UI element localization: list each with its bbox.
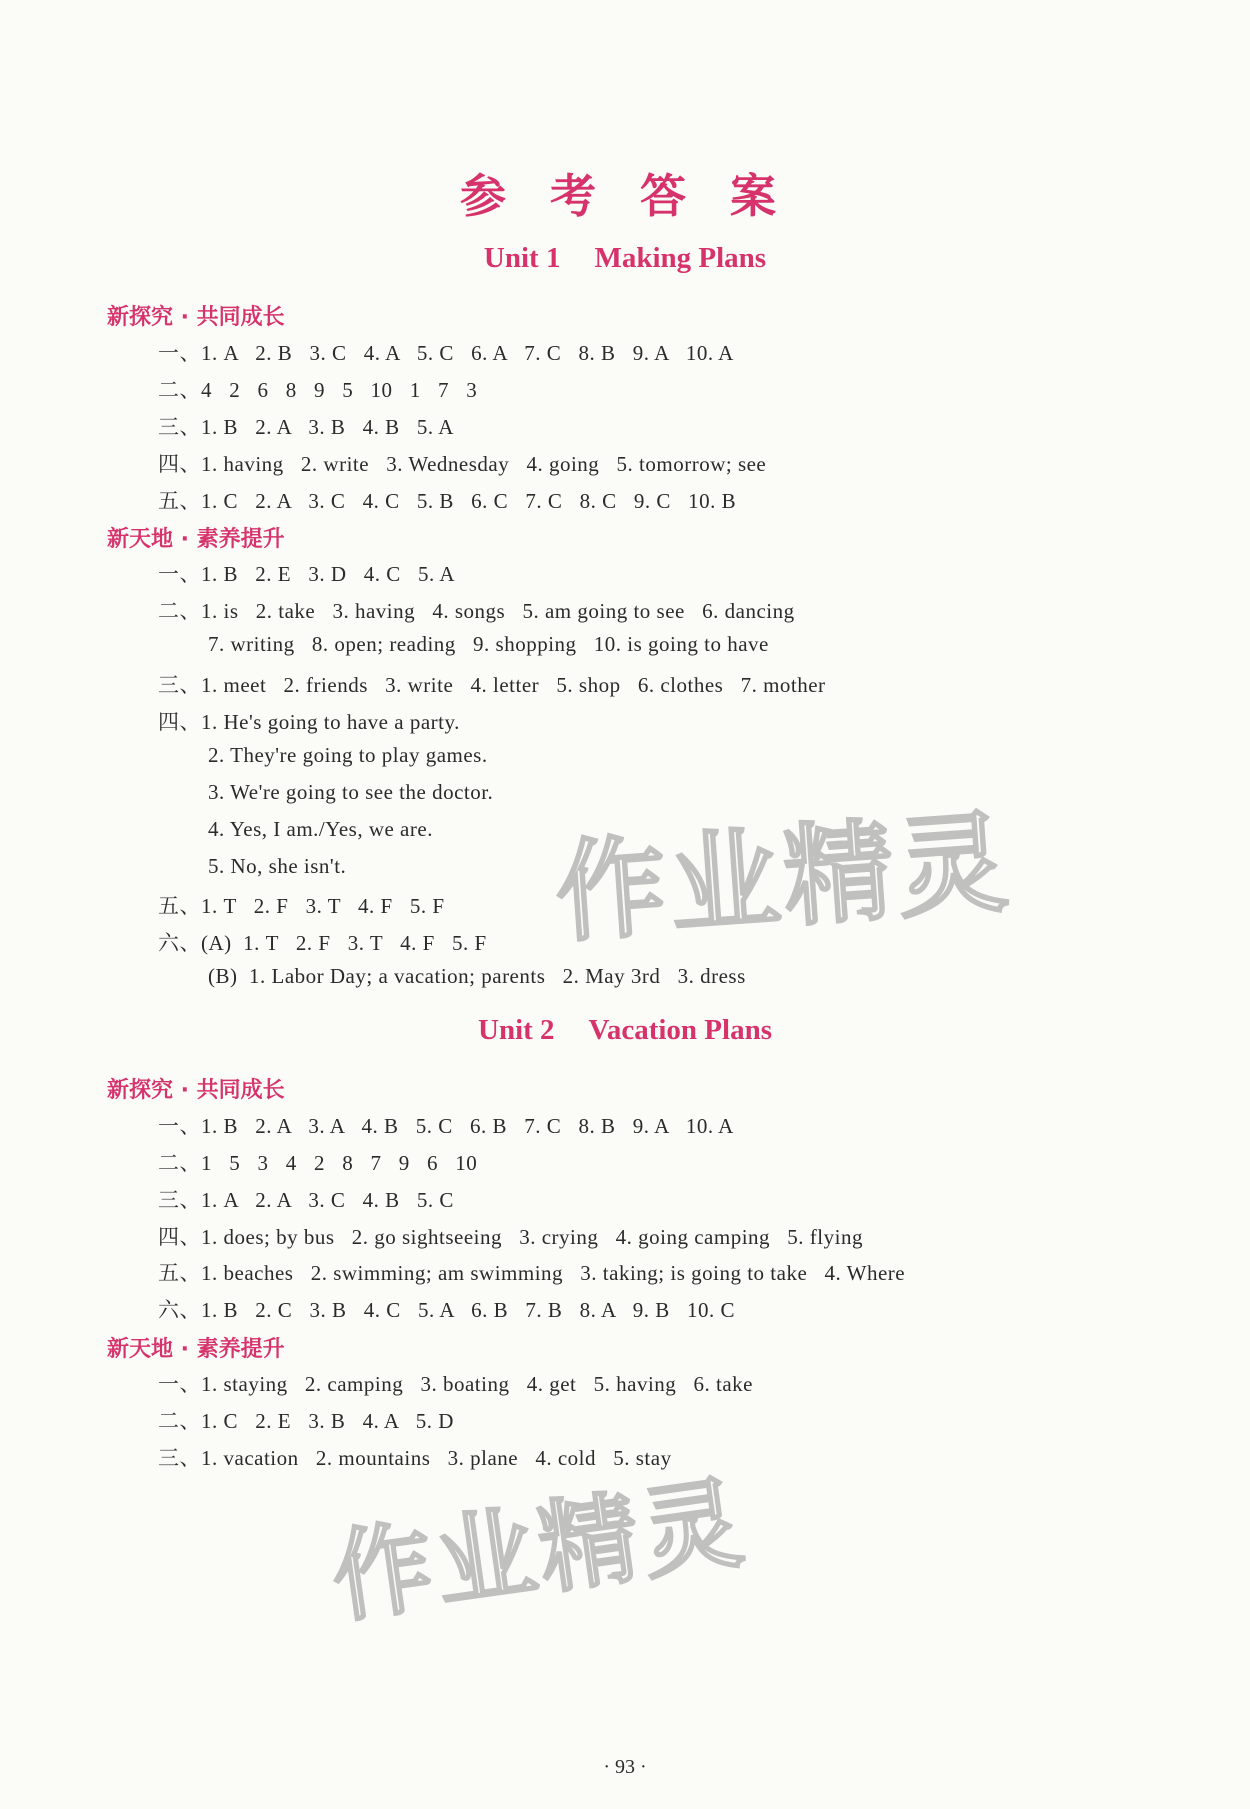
answer-line: 五、1. T 2. F 3. T 4. F 5. F <box>158 894 445 918</box>
answer-line: 六、1. B 2. C 3. B 4. C 5. A 6. B 7. B 8. A 9. B 10. C <box>158 1298 736 1322</box>
answer-line: 四、1. does; by bus 2. go sightseeing 3. crying 4. going camping 5. flying <box>158 1225 863 1249</box>
answer-line: 7. writing 8. open; reading 9. shopping 10. is going to have <box>208 632 769 656</box>
page-title: 参 考 答 案 <box>459 169 791 223</box>
section-heading: 新探究 · 共同成长 <box>107 1078 285 1103</box>
answer-line: 二、1. is 2. take 3. having 4. songs 5. am going to see 6. dancing <box>158 599 795 623</box>
answer-line: 5. No, she isn't. <box>208 854 347 878</box>
answer-line: 3. We're going to see the doctor. <box>208 780 494 804</box>
unit-name: Vacation Plans <box>588 1014 772 1046</box>
section-heading: 新天地 · 素养提升 <box>107 527 285 552</box>
answer-line: (B) 1. Labor Day; a vacation; parents 2. May 3rd 3. dress <box>208 964 746 988</box>
unit-2-heading <box>0 1014 1250 1047</box>
answer-line: 六、(A) 1. T 2. F 3. T 4. F 5. F <box>158 931 487 955</box>
answer-line: 2. They're going to play games. <box>208 743 488 767</box>
answer-line: 一、1. B 2. A 3. A 4. B 5. C 6. B 7. C 8. B 9. A 10. A <box>158 1114 734 1138</box>
section-heading: 新探究 · 共同成长 <box>107 305 285 330</box>
answer-line: 二、4 2 6 8 9 5 10 1 7 3 <box>158 378 478 402</box>
unit-number: Unit 2 <box>478 1014 555 1046</box>
answer-line: 四、1. having 2. write 3. Wednesday 4. going 5. tomorrow; see <box>158 452 767 476</box>
section-heading: 新天地 · 素养提升 <box>107 1337 285 1362</box>
page-number: · 93 · <box>603 1756 647 1778</box>
unit-1-heading <box>0 242 1250 275</box>
answer-line: 二、1 5 3 4 2 8 7 9 6 10 <box>158 1151 478 1175</box>
answer-line: 三、1. A 2. A 3. C 4. B 5. C <box>158 1188 454 1212</box>
answer-line: 一、1. B 2. E 3. D 4. C 5. A <box>158 562 456 586</box>
unit-name: Making Plans <box>594 242 767 274</box>
answer-line: 五、1. beaches 2. swimming; am swimming 3. taking; is going to take 4. Where <box>158 1261 906 1285</box>
answer-line: 三、1. meet 2. friends 3. write 4. letter 5. shop 6. clothes 7. mother <box>158 673 826 697</box>
answer-line: 三、1. B 2. A 3. B 4. B 5. A <box>158 415 454 439</box>
answer-line: 四、1. He's going to have a party. <box>158 710 460 734</box>
answer-line: 三、1. vacation 2. mountains 3. plane 4. cold 5. stay <box>158 1446 672 1470</box>
answer-line: 五、1. C 2. A 3. C 4. C 5. B 6. C 7. C 8. C 9. C 10. B <box>158 489 737 513</box>
watermark: 作业精灵 <box>325 1463 754 1638</box>
answer-line: 一、1. staying 2. camping 3. boating 4. get 5. having 6. take <box>158 1372 753 1396</box>
unit-number: Unit 1 <box>483 242 561 274</box>
watermark: 作业精灵 <box>551 798 1016 958</box>
answer-line: 二、1. C 2. E 3. B 4. A 5. D <box>158 1409 454 1433</box>
answer-line: 4. Yes, I am./Yes, we are. <box>208 817 433 841</box>
answer-line: 一、1. A 2. B 3. C 4. A 5. C 6. A 7. C 8. B 9. A 10. A <box>158 341 734 365</box>
